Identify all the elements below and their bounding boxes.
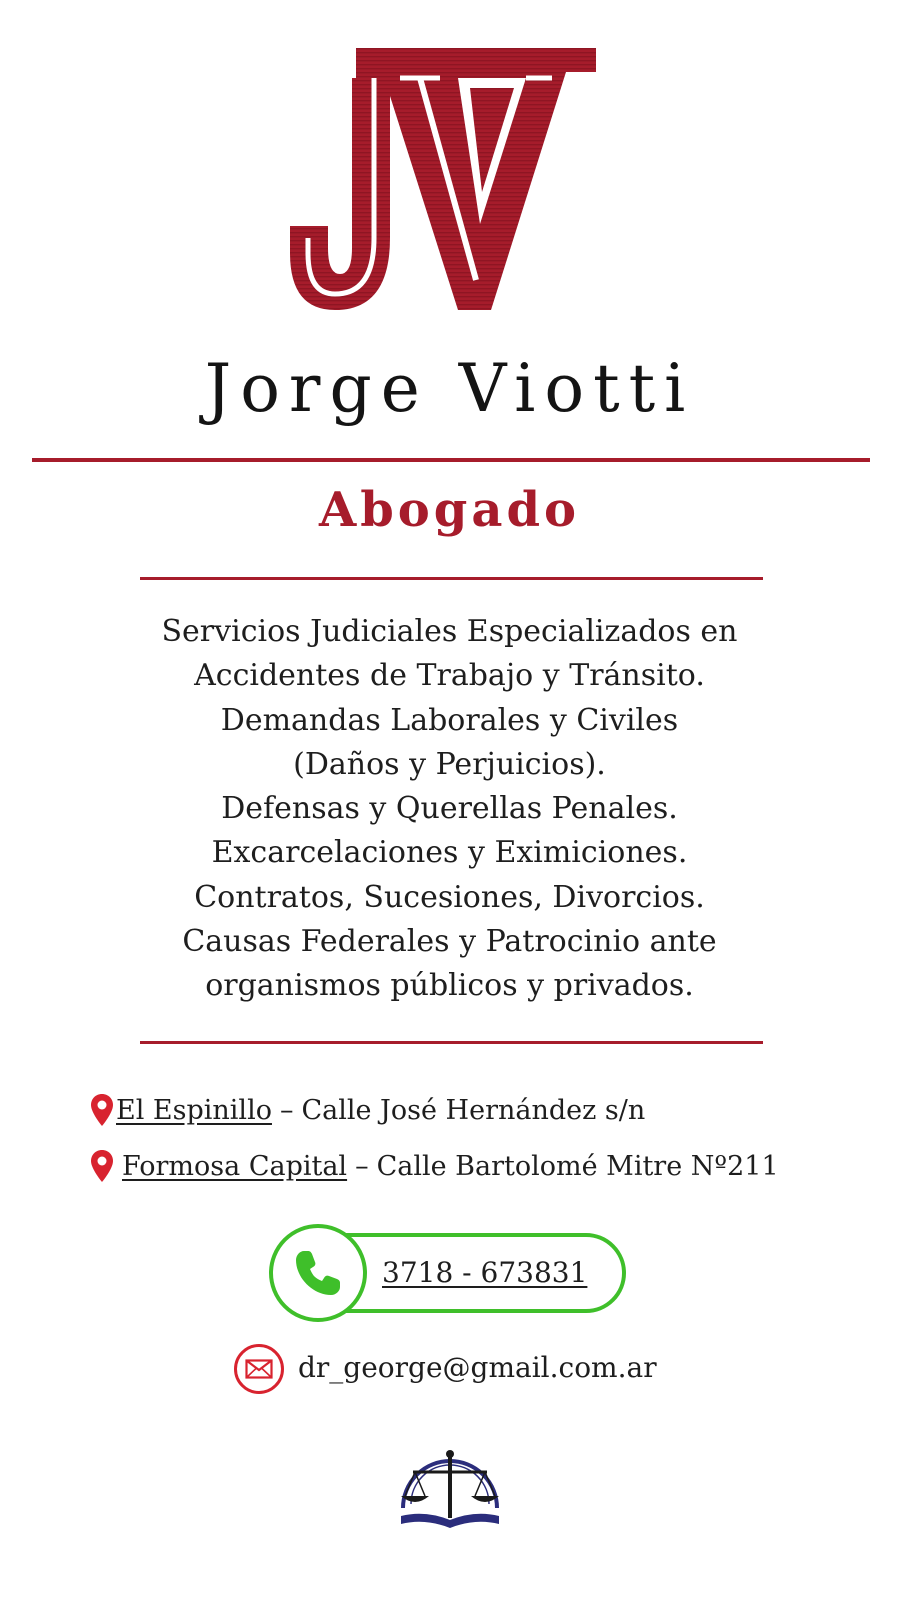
location-pin-icon <box>90 1149 114 1183</box>
email-icon-badge[interactable] <box>234 1344 284 1394</box>
divider-middle <box>140 577 763 580</box>
divider-bottom <box>140 1041 763 1044</box>
phone-icon <box>290 1245 346 1301</box>
lawyer-name: Jorge Viotti <box>204 350 695 427</box>
envelope-icon <box>245 1359 273 1379</box>
divider-top <box>32 458 870 462</box>
address-place-link[interactable]: Formosa Capital <box>122 1150 348 1182</box>
address-street: Calle Bartolomé Mitre Nº211 <box>376 1150 779 1182</box>
services-line: Defensas y Querellas Penales. <box>221 791 678 827</box>
address-street: Calle José Hernández s/n <box>301 1094 646 1126</box>
address-formosa-capital <box>90 1146 779 1186</box>
profession-title: Abogado <box>318 482 581 538</box>
services-line: Demandas Laborales y Civiles <box>220 702 679 738</box>
services-line: Contratos, Sucesiones, Divorcios. <box>194 879 705 915</box>
address-separator: – <box>279 1094 294 1126</box>
email-address[interactable]: dr_george@gmail.com.ar <box>298 1351 657 1384</box>
services-line: Excarcelaciones y Eximiciones. <box>211 835 688 871</box>
jv-monogram-logo <box>290 48 608 314</box>
services-list <box>40 610 859 1009</box>
address-place-link[interactable]: El Espinillo <box>116 1094 272 1126</box>
services-line: (Daños y Perjuicios). <box>293 746 606 782</box>
phone-icon-badge[interactable] <box>269 1224 367 1322</box>
services-line: Causas Federales y Patrocinio ante <box>182 924 717 960</box>
services-line: Accidentes de Trabajo y Tránsito. <box>194 658 705 694</box>
address-el-espinillo <box>90 1090 645 1130</box>
phone-number-link[interactable]: 3718 - 673831 <box>382 1256 588 1289</box>
location-pin-icon <box>90 1093 114 1127</box>
address-separator: – <box>355 1150 369 1182</box>
services-line: Servicios Judiciales Especializados en <box>161 614 738 649</box>
services-line: organismos públicos y privados. <box>205 968 694 1004</box>
scales-of-justice-icon <box>393 1438 507 1532</box>
